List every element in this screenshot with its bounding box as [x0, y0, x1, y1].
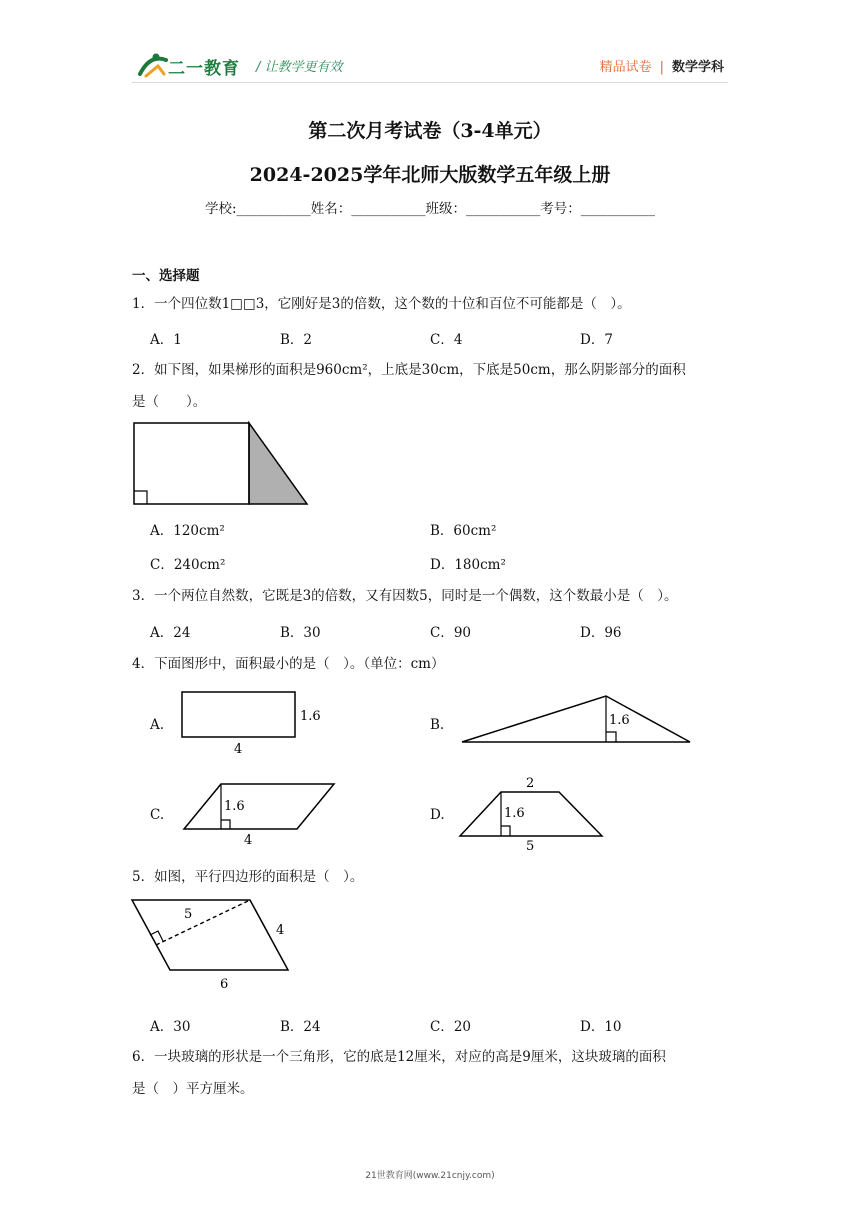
- paper-tag: 精品试卷: [599, 60, 652, 75]
- brand-name: 二一教育: [168, 59, 240, 79]
- q4-label-a: A.: [150, 717, 165, 733]
- svg-text:4: 4: [244, 833, 253, 848]
- question-2-cont: 是（ ）。: [132, 394, 207, 410]
- svg-text:5: 5: [184, 907, 193, 922]
- svg-text:4: 4: [276, 923, 285, 938]
- q3-option-a: A．24: [150, 625, 191, 641]
- svg-text:4: 4: [234, 742, 243, 757]
- q2-option-a: A．120cm²: [150, 523, 225, 539]
- question-2: 2．如下图，如果梯形的面积是960cm²，上底是30cm，下底是50cm，那么阴影部分的面积: [132, 362, 686, 378]
- q2-option-c: C．240cm²: [150, 557, 226, 573]
- q5-parallelogram-figure: [128, 896, 308, 992]
- svg-text:6: 6: [220, 977, 229, 992]
- q5-option-a: A．30: [150, 1019, 191, 1035]
- q3-option-b: B．30: [280, 625, 321, 641]
- question-6: 6．一块玻璃的形状是一个三角形，它的底是12厘米，对应的高是9厘米，这块玻璃的面积: [132, 1049, 666, 1065]
- svg-text:1.6: 1.6: [300, 709, 321, 724]
- q1-option-d: D．7: [580, 332, 613, 348]
- student-info-line: 学校:___________姓名：___________班级：___________考号：___________: [204, 201, 656, 217]
- q4-label-c: C.: [150, 807, 165, 823]
- svg-text:2: 2: [526, 776, 535, 791]
- q3-option-c: C．90: [430, 625, 472, 641]
- q5-option-c: C．20: [430, 1019, 472, 1035]
- header-separator: |: [659, 60, 664, 75]
- q2-option-d: D．180cm²: [430, 557, 506, 573]
- q4-rectangle-figure: [176, 688, 326, 758]
- question-3: 3．一个两位自然数，它既是3的倍数，又有因数5，同时是一个偶数，这个数最小是（ ）。: [132, 588, 678, 604]
- question-5: 5．如图，平行四边形的面积是（ ）。: [132, 869, 364, 885]
- q4-label-b: B.: [430, 717, 445, 733]
- q1-option-b: B．2: [280, 332, 313, 348]
- header-right: [600, 56, 724, 75]
- svg-text:1.6: 1.6: [224, 799, 245, 814]
- q1-option-c: C．4: [430, 332, 463, 348]
- svg-text:1.6: 1.6: [504, 806, 525, 821]
- q4-label-d: D.: [430, 807, 445, 823]
- question-1: 1．一个四位数1□□3，它刚好是3的倍数，这个数的十位和百位不可能都是（ ）。: [132, 296, 631, 312]
- exam-title: 第二次月考试卷（3-4单元）: [308, 120, 552, 142]
- trapezoid-figure: [130, 420, 314, 508]
- question-4: 4．下面图形中，面积最小的是（ ）。（单位：cm）: [132, 656, 445, 672]
- exam-subtitle: 2024-2025学年北师大版数学五年级上册: [249, 164, 611, 186]
- q2-option-b: B．60cm²: [430, 523, 497, 539]
- q4-triangle-figure: [456, 690, 696, 748]
- q3-option-d: D．96: [580, 625, 622, 641]
- q1-option-a: A．1: [150, 332, 182, 348]
- svg-text:1.6: 1.6: [609, 713, 630, 728]
- question-6-cont: 是（ ）平方厘米。: [132, 1081, 254, 1097]
- header-divider: [132, 82, 728, 83]
- q4-parallelogram-figure: [180, 780, 340, 850]
- svg-text:5: 5: [526, 839, 535, 852]
- q5-option-b: B．24: [280, 1019, 321, 1035]
- page-footer: 21世教育网(www.21cnjy.com): [365, 1171, 495, 1181]
- q4-trapezoid-figure: [456, 774, 606, 852]
- brand-slogan: / 让教学更有效: [256, 60, 343, 75]
- subject-label: 数学学科: [671, 60, 724, 75]
- section-heading: 一、选择题: [132, 268, 200, 284]
- q5-option-d: D．10: [580, 1019, 622, 1035]
